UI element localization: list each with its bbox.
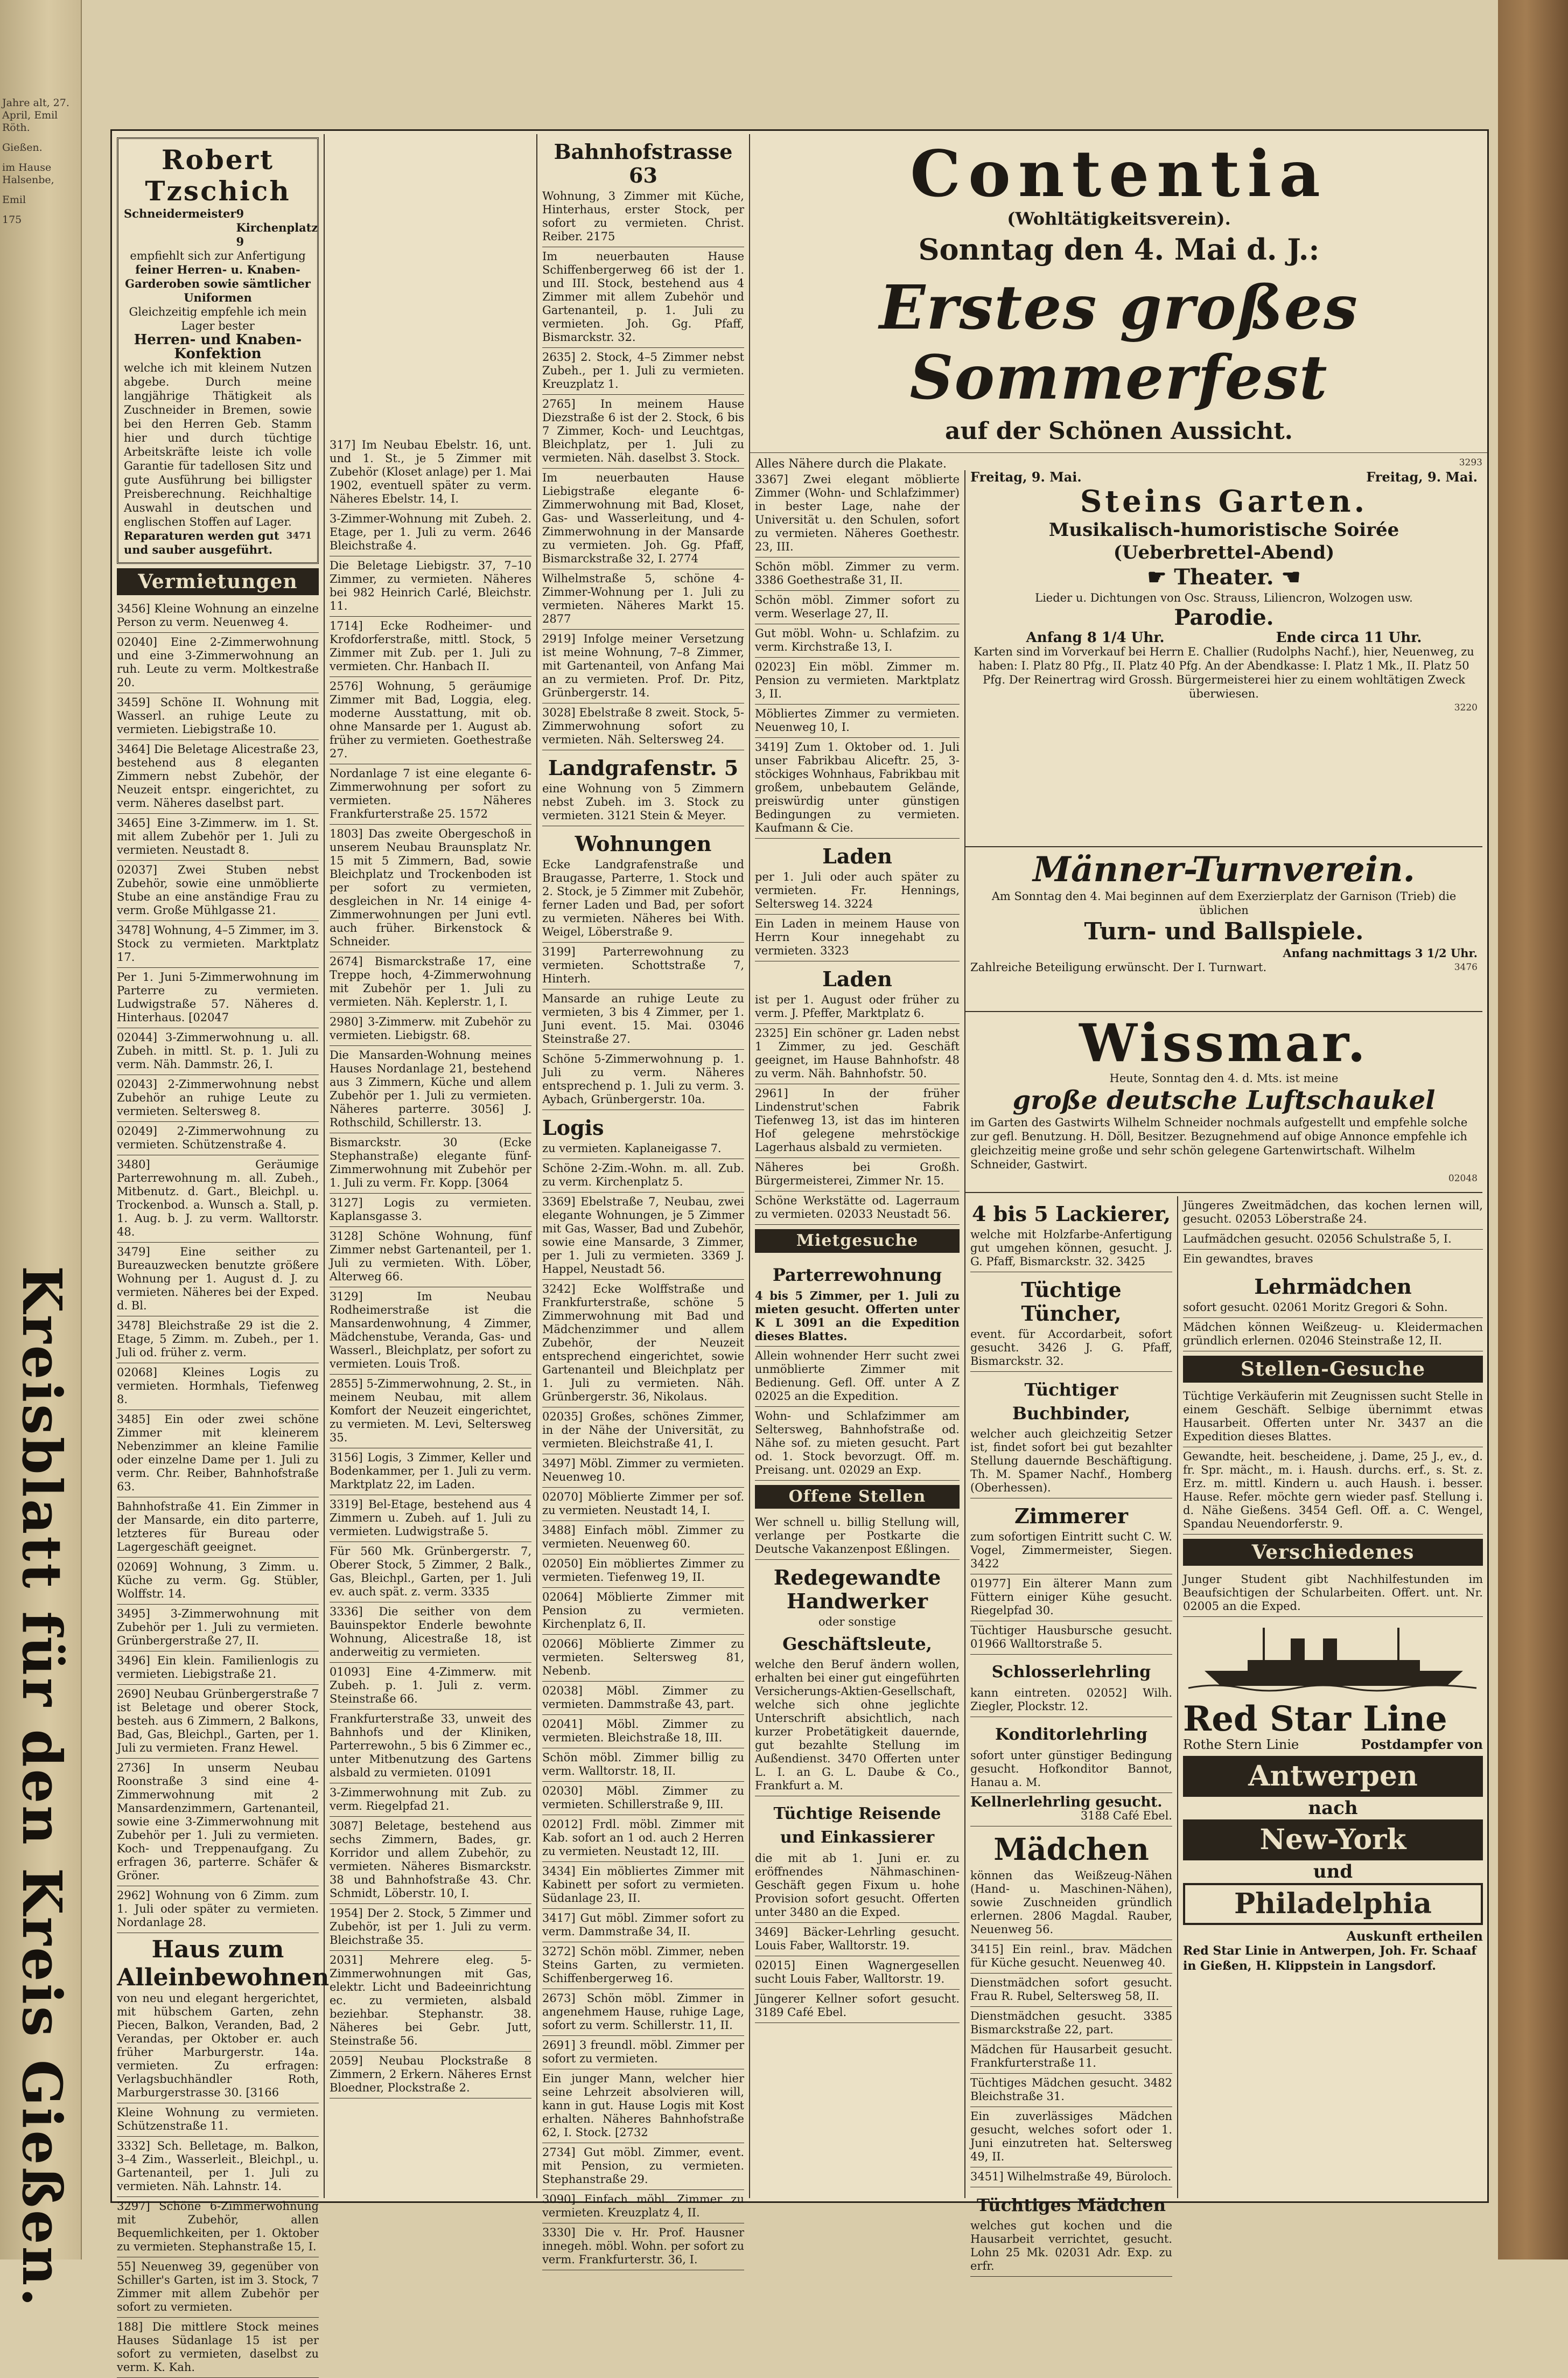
classified-ad: 1714] Ecke Rodheimer- und Krofdorferstraße, mittl. Stock, 5 Zimmer mit Zub. per 1. Juli zu vermieten. Chr. Hanbach II. xyxy=(330,617,531,677)
auskunft-line: Auskunft ertheilen xyxy=(1346,1928,1483,1944)
ad-body: sofort unter günstiger Bedingung gesucht. Hofkonditor Bannot, Hanau a. M. xyxy=(970,1749,1172,1789)
classified-ad: 3-Zimmerwohnung mit Zub. zu verm. Riegelpfad 21. xyxy=(330,1783,531,1817)
steins-garten-ad xyxy=(965,470,1482,847)
contentia-subtitle: (Wohltätigkeitsverein). xyxy=(1007,208,1231,229)
turnverein-start: Anfang nachmittags 3 1/2 Uhr. xyxy=(1283,946,1478,960)
parterrewohnung-ad xyxy=(755,1257,960,1347)
classified-ad: Jüngeres Zweitmädchen, das kochen lernen will, gesucht. 02053 Löberstraße 24. xyxy=(1183,1196,1483,1230)
classified-ad: 3497] Möbl. Zimmer zu vermieten. Neuenweg 10. xyxy=(542,1454,744,1488)
classified-ad: 02043] 2-Zimmerwohnung nebst Zubehör an ruhige Leute zu vermieten. Seltersweg 8. xyxy=(117,1075,319,1122)
ad-headline: Kellnerlehrling gesucht. xyxy=(970,1794,1163,1810)
classified-ad: Im neuerbauten Hause Schiffenbergerweg 66 ist der 1. und III. Stock, bestehend aus 4 Zimmer mit allem Zubehör und Gartenanteil, p. 1. Juli zu vermieten. Joh. Gg. Pfaff, Bismarckstr. 32. xyxy=(542,247,744,348)
contentia-date: Sonntag den 4. Mai d. J.: xyxy=(918,232,1320,267)
ad-role: Schneidermeister xyxy=(124,207,236,220)
classified-ad: 3488] Einfach möbl. Zimmer zu vermieten. Neuenweg 60. xyxy=(542,1521,744,1554)
classified-ad: 3495] 3-Zimmerwohnung mit Zubehör per 1. Juli zu vermieten. Grünbergerstraße 27, II. xyxy=(117,1605,319,1651)
classified-ad: Wer schnell u. billig Stellung will, verlange per Postkarte die Deutsche Vakanzenpost Eßlingen. xyxy=(755,1513,960,1560)
ad-body: kann eintreten. 02052] Wilh. Ziegler, Plockstr. 12. xyxy=(970,1686,1172,1713)
classified-ad: 2961] In der früher Lindenstrut'schen Fabrik Tiefenweg 13, ist das im hinteren Hof gelegene mehrstöckige Lagerhaus alsbald zu vermieten. xyxy=(755,1084,960,1158)
classified-ad: 01093] Eine 4-Zimmerw. mit Zubeh. p. 1. Juli z. verm. Steinstraße 66. xyxy=(330,1663,531,1710)
classified-ad: 2736] In unserm Neubau Roonstraße 3 sind eine 4-Zimmerwohnung mit 2 Mansardenzimmern, Gartenanteil, sowie eine 3-Zimmerwohnung mit Zubehör per 1. Juli zu vermieten. Koch- und Treppenaufgang. Zu erfragen 36, parterre. Schäfer & Gröner. xyxy=(117,1759,319,1886)
classified-ad: 02030] Möbl. Zimmer zu vermieten. Schillerstraße 9, III. xyxy=(542,1782,744,1815)
classified-ad: 3456] Kleine Wohnung an einzelne Person zu verm. Neuenweg 4. xyxy=(117,599,319,633)
left-snippet: Gießen. xyxy=(2,142,43,154)
classified-ad: 02037] Zwei Stuben nebst Zubehör, sowie eine unmöblierte Stube an eine anständige Frau zu verm. Große Mühlgasse 21. xyxy=(117,861,319,921)
classified-ad: 2635] 2. Stock, 4–5 Zimmer nebst Zubeh., per 1. Juli zu vermieten. Kreuzplatz 1. xyxy=(542,348,744,395)
classified-ad: 3469] Bäcker-Lehrling gesucht. Louis Faber, Walltorstr. 19. xyxy=(755,1923,960,1956)
ad-headline: 4 bis 5 Lackierer, xyxy=(971,1202,1171,1226)
start-time: Anfang 8 1/4 Uhr. xyxy=(1026,630,1165,646)
classified-ad: 02012] Frdl. möbl. Zimmer mit Kab. sofort an 1 od. auch 2 Herren zu vermieten. Neustadt 12, III. xyxy=(542,1815,744,1862)
left-snippet: Emil xyxy=(2,194,26,206)
ad-headline: Zimmerer xyxy=(1014,1504,1128,1528)
classified-ad: 3336] Die seither von dem Bauinspektor Enderle bewohnte Wohnung, Alicestraße 18, ist anderweitig zu vermieten. xyxy=(330,1602,531,1663)
ad-line: Gleichzeitig empfehle ich mein Lager bester xyxy=(129,305,307,332)
section-banner-stellen-gesuche: Stellen-Gesuche xyxy=(1183,1356,1483,1383)
classified-ad: Mädchen für Hausarbeit gesucht. Frankfurterstraße 11. xyxy=(970,2040,1172,2074)
right-book-edge xyxy=(1498,0,1568,2260)
ad-headline: Laden xyxy=(822,967,892,991)
classified-ad: 1954] Der 2. Stock, 5 Zimmer und Zubehör, ist per 1. Juli zu verm. Bleichstraße 35. xyxy=(330,1904,531,1951)
bahnhofstrasse-ad xyxy=(542,134,744,247)
agents-line: Red Star Linie in Antwerpen, Joh. Fr. Schaaf in Gießen, H. Klippstein in Langsdorf. xyxy=(1183,1944,1476,1973)
classified-ad: 01977] Ein älterer Mann zum Füttern einiger Kühe gesucht. Riegelpfad 30. xyxy=(970,1574,1172,1621)
ad-body: 3188 Café Ebel. xyxy=(1080,1809,1172,1822)
classified-ad: 3129] Im Neubau Rodheimerstraße ist die Mansardenwohnung, 4 Zimmer, Mädchenstube, Veranda, Gas- und Wasserl., Bleichplatz, per sofort zu vermieten. Louis Troß. xyxy=(330,1287,531,1375)
classified-ad: 3128] Schöne Wohnung, fünf Zimmer nebst Gartenanteil, per 1. Juli zu vermieten. With. Löber, Alterweg 66. xyxy=(330,1227,531,1287)
classified-ad: 02015] Einen Wagnergesellen sucht Louis Faber, Walltorstr. 19. xyxy=(755,1956,960,1990)
classified-ad: 02068] Kleines Logis zu vermieten. Hormhals, Tiefenweg 8. xyxy=(117,1363,319,1410)
contentia-number: 3293 xyxy=(1459,457,1482,468)
schlosser-ad xyxy=(970,1655,1172,1717)
ad-line: feiner Herren- u. Knaben-Garderoben sowie sämtlicher Uniformen xyxy=(125,263,311,304)
ad-line: Herren- und Knaben-Konfektion xyxy=(134,332,302,362)
ad-headline: Mädchen xyxy=(993,1832,1149,1867)
ad-headline: Laden xyxy=(822,844,892,868)
classified-ad: 02041] Möbl. Zimmer zu vermieten. Bleichstraße 18, III. xyxy=(542,1715,744,1748)
ad-headline: Parterrewohnung xyxy=(772,1265,942,1285)
newspaper-page xyxy=(110,129,1489,2374)
wissmar-intro: Heute, Sonntag den 4. d. Mts. ist meine xyxy=(1109,1072,1339,1085)
left-page-edge xyxy=(2,97,72,1013)
turnverein-title: Männer-Turnverein. xyxy=(1033,849,1415,890)
ad-body: Ecke Landgrafenstraße und Braugasse, Parterre, 1. Stock und 2. Stock, je 5 Zimmer mit Zubehör, ferner Laden und Bad, per sofort zu vermieten. Näheres bei With. Weigel, Löberstraße 9. xyxy=(542,858,744,938)
laden-ad xyxy=(755,839,960,915)
ad-footer: Reparaturen werden gut und sauber ausgeführt. xyxy=(124,529,279,556)
event-date: Freitag, 9. Mai. xyxy=(970,469,1082,485)
landgrafenstr-ad xyxy=(542,750,744,826)
classified-ad: 3297] Schöne 6-Zimmerwohnung mit Zubehör, allen Bequemlichkeiten, per 1. Oktober zu vermieten. Stephanstraße 15, I. xyxy=(117,2197,319,2257)
classified-ad: 02064] Möblierte Zimmer mit Pension zu vermieten. Kirchenplatz 6, II. xyxy=(542,1588,744,1635)
wissmar-title: Wissmar. xyxy=(1079,1013,1369,1073)
redegewandte-ad xyxy=(755,1560,960,1796)
classified-ad: 2674] Bismarckstraße 17, eine Treppe hoch, 4-Zimmerwohnung mit Zubehör per 1. Juli zu vermieten. Näh. Keplerstr. 1, I. xyxy=(330,952,531,1013)
ad-headline: Robert Tzschich xyxy=(145,144,291,207)
reisende-ad xyxy=(755,1796,960,1923)
classified-ad: 317] Im Neubau Ebelstr. 16, unt. und 1. St., je 5 Zimmer mit Zubehör (Kloset anlage) per 1. Mai 1902, eventuell später zu verm. Näheres Ebelstr. 14, I. xyxy=(330,436,531,510)
section-banner-offene-stellen: Offene Stellen xyxy=(755,1485,960,1509)
ad-headline: Landgrafenstr. 5 xyxy=(548,756,739,780)
classified-ad: 3199] Parterrewohnung zu vermieten. Schottstraße 7, Hinterh. xyxy=(542,943,744,989)
section-banner-mietgesuche: Mietgesuche xyxy=(755,1229,960,1253)
classified-ad: 3485] Ein oder zwei schöne Zimmer mit kleinerem Nebenzimmer an kleine Familie oder einzelne Dame per 1. Juli zu verm. Chr. Reiber, Bahnhofstraße 63. xyxy=(117,1410,319,1497)
classified-ad: Frankfurterstraße 33, unweit des Bahnhofs und der Kliniken, Parterrewohn., 5 bis 6 Zimmer ec., unter Mitbenutzung des Gartens alsbald zu vermieten. 01091 xyxy=(330,1710,531,1783)
classified-ad: 3415] Ein reinl., brav. Mädchen für Küche gesucht. Neuenweg 40. xyxy=(970,1940,1172,1973)
classified-ad: Schöne 2-Zim.-Wohn. m. all. Zub. zu verm. Kirchenplatz 5. xyxy=(542,1159,744,1193)
maedchen-ad xyxy=(970,1826,1172,1940)
steins-title: Steins Garten. xyxy=(1080,484,1368,519)
ticket-info: Karten sind im Vorverkauf bei Herrn E. Challier (Rudolphs Nachf.), hier, Neuenweg, zu haben: I. Platz 80 Pfg., II. Platz 40 Pfg. An der Abendkasse: I. Platz 1 Mk., II. Platz 50 Pfg. Der Reinertrag wird Grossh. Bürgermeisterei hier zu einem wohltätigen Zweck überwiesen. xyxy=(974,645,1474,700)
classified-ad: 3434] Ein möbliertes Zimmer mit Kabinett per sofort zu vermieten. Südanlage 23, II. xyxy=(542,1862,744,1909)
classified-ad: Gut möbl. Wohn- u. Schlafzim. zu verm. Kirchstraße 13, I. xyxy=(755,624,960,658)
ad-body: zu vermieten. Kaplaneigasse 7. xyxy=(542,1142,722,1155)
ad-headline: Lehrmädchen xyxy=(1254,1274,1412,1299)
left-snippet: Jahre alt, 27. April, Emil Röth. xyxy=(2,97,69,134)
classified-ad: 3478] Wohnung, 4–5 Zimmer, im 3. Stock zu vermieten. Marktplatz 17. xyxy=(117,921,319,968)
classified-ad: Mädchen können Weißzeug- u. Kleidermachen gründlich erlernen. 02046 Steinstraße 12, II. xyxy=(1183,1318,1483,1351)
classified-ad: Allein wohnender Herr sucht zwei unmöblierte Zimmer mit Bedienung. Gefl. Off. unter A Z 02025 an die Expedition. xyxy=(755,1347,960,1407)
classified-ad: 55] Neuenweg 39, gegenüber von Schiller's Garten, ist im 3. Stock, 7 Zimmer mit allem Zubehör per sofort zu vermieten. xyxy=(117,2257,319,2318)
classified-ad: 3479] Eine seither zu Bureauzwecken benutzte größere Wohnung per 1. August d. J. zu vermieten. Näheres bei der Exped. d. Bl. xyxy=(117,1243,319,1316)
classified-ad: 3028] Ebelstraße 8 zweit. Stock, 5-Zimmerwohnung sofort zu vermieten. Näh. Seltersweg 24. xyxy=(542,703,744,750)
classified-ad: 3369] Ebelstraße 7, Neubau, zwei elegante Wohnungen, je 5 Zimmer mit Gas, Wasser, Bad und Zubehör, sowie eine Mansarde, 3 Zimmer, per 1. Juli zu vermieten. 3369 J. Happel, Neustadt 56. xyxy=(542,1193,744,1280)
contentia-note: Alles Nähere durch die Plakate. xyxy=(755,457,947,471)
ad-headline: Tüchtiger Buchbinder, xyxy=(1012,1379,1131,1424)
ad-body: eine Wohnung von 5 Zimmern nebst Zubeh. im 3. Stock zu vermieten. 3121 Stein & Meyer. xyxy=(542,782,744,822)
haus-ad xyxy=(117,1933,330,2103)
classified-ad: Ein zuverlässiges Mädchen gesucht, welches sofort oder 1. Juni einzutreten hat. Seltersweg 49, II. xyxy=(970,2107,1172,2167)
contentia-ad xyxy=(750,134,1488,471)
red-star-line-ad xyxy=(1183,1617,1483,1973)
classified-ad: 3242] Ecke Wolffstraße und Frankfurterstraße, schöne 5 Zimmerwohnung mit Bad und Mädchenzimmer und allem Zubehör, der Neuzeit entsprechend eingerichtet, sowie Gartenanteil und Bleichplatz per 1. Juli zu vermieten. Näh. Grünbergerstr. 36, Nikolaus. xyxy=(542,1280,744,1407)
nach-line: nach xyxy=(1308,1797,1358,1819)
column-1 xyxy=(112,134,330,2374)
classified-ad: Näheres bei Großh. Bürgermeisterei, Zimmer Nr. 15. xyxy=(755,1158,960,1191)
theater-line: Theater. xyxy=(1174,564,1274,590)
tuencher-ad xyxy=(970,1272,1172,1372)
laden-ad xyxy=(755,961,960,1024)
classified-ad: Jüngerer Kellner sofort gesucht. 3189 Café Ebel. xyxy=(755,1990,960,2023)
section-banner-verschiedenes: Verschiedenes xyxy=(1183,1539,1483,1566)
classified-ad: Schöne 5-Zimmerwohnung p. 1. Juli zu verm. Näheres entsprechend p. 1. Juli zu verm. 3. Aybach, Grünbergerstr. 10a. xyxy=(542,1050,744,1110)
classified-ad: 188] Die mittlere Stock meines Hauses Südanlage 15 ist per sofort zu vermieten, daselbst zu verm. K. Kah. xyxy=(117,2318,319,2378)
ad-line: empfiehlt sich zur Anfertigung xyxy=(130,249,306,262)
classified-ad: Schön möbl. Zimmer sofort zu verm. Weserlage 27, II. xyxy=(755,591,960,624)
zimmerer-ad xyxy=(970,1498,1172,1574)
lieder-line: Lieder u. Dichtungen von Osc. Strauss, Liliencron, Wolzogen usw. xyxy=(1035,591,1413,604)
ad-headline: Logis xyxy=(542,1115,604,1140)
ad-body: welche ich mit kleinem Nutzen abgebe. Durch meine langjährige Thätigkeit als Zuschneider in Bremen, sowie bei den Herren Geb. Stamm hier und durch tüchtige Arbeitskräfte leiste ich volle Garantie für tadellosen Sitz und gute Ausführung bei billigster Preisberechnung. Reichhaltige Auswahl in deutschen und englischen Stoffen auf Lager. xyxy=(124,361,312,528)
column-3 xyxy=(537,134,750,2266)
classified-ad: Dienstmädchen gesucht. 3385 Bismarckstraße 22, part. xyxy=(970,2007,1172,2040)
ad-headline: Tüchtiges Mädchen xyxy=(976,2195,1166,2215)
classified-ad: 3090] Einfach möbl. Zimmer zu vermieten. Kreuzplatz 4, II. xyxy=(542,2190,744,2223)
classified-ad: Schöne Werkstätte od. Lagerraum zu vermieten. 02033 Neustadt 56. xyxy=(755,1191,960,1225)
red-star-line-title: Red Star Line xyxy=(1183,1699,1447,1739)
classified-ad: Per 1. Juni 5-Zimmerwohnung im Parterre zu vermieten. Ludwigstraße 57. Näheres d. Hinterhaus. [02047 xyxy=(117,968,319,1028)
turnverein-body: Am Sonntag den 4. Mai beginnen auf dem Exerzierplatz der Garnison (Trieb) die üblichen xyxy=(991,890,1457,917)
classified-ad: 3-Zimmer-Wohnung mit Zubeh. 2. Etage, per 1. Juli zu verm. 2646 Bleichstraße 4. xyxy=(330,510,531,556)
classified-ad: 3465] Eine 3-Zimmerw. im 1. St. mit allem Zubehör per 1. Juli zu vermieten. Neustadt 8. xyxy=(117,814,319,861)
classified-ad: 3319] Bel-Etage, bestehend aus 4 Zimmern u. Zubeh. auf 1. Juli zu vermieten. Ludwigstraße 5. xyxy=(330,1495,531,1542)
column-4 xyxy=(750,470,965,2198)
ueberbrettel-line: (Ueberbrettel-Abend) xyxy=(1113,542,1335,563)
classified-ad: 02070] Möblierte Zimmer per sof. zu vermieten. Neustadt 14, I. xyxy=(542,1488,744,1521)
classified-ad: Wilhelmstraße 5, schöne 4-Zimmer-Wohnung per 1. Juli zu vermieten. Näheres Markt 15. 2877 xyxy=(542,569,744,630)
ad-number: 02048 xyxy=(1448,1173,1478,1184)
left-binding xyxy=(0,0,82,2309)
turnverein-ad xyxy=(965,850,1482,1012)
turnverein-signature: Zahlreiche Beteiligung erwünscht. Der I. Turnwart. xyxy=(970,961,1267,974)
city-philadelphia: Philadelphia xyxy=(1183,1883,1483,1925)
left-snippet: 175 xyxy=(2,214,22,226)
classified-ad: Die Mansarden-Wohnung meines Hauses Nordanlage 21, bestehend aus 3 Zimmern, Küche und allem Zubehör per 1. Juli zu vermieten. Näheres parterre. 3056] J. Rothschild, Schillerstr. 13. xyxy=(330,1046,531,1133)
ad-body: per 1. Juli oder auch später zu vermieten. Fr. Hennings, Seltersweg 14. 3224 xyxy=(755,870,960,910)
ad-body: ist per 1. August oder früher zu verm. J. Pfeffer, Marktplatz 6. xyxy=(755,993,960,1020)
ad-number: 3471 xyxy=(286,531,312,541)
classified-ad: 3478] Bleichstraße 29 ist die 2. Etage, 5 Zimm. m. Zubeh., per 1. Juli od. früher z. verm. xyxy=(117,1316,319,1363)
classified-ad: 3480] Geräumige Parterrewohnung m. all. Zubeh., Mitbenutz. d. Gart., Bleichpl. u. Trockenbod. a. Wunsch a. Stall, p. 1. Aug. b. J. zu verm. Walltorstr. 48. xyxy=(117,1155,319,1243)
classified-ad: Ein Laden in meinem Hause von Herrn Kour innegehabt zu vermieten. 3323 xyxy=(755,915,960,961)
classified-ad: Mansarde an ruhige Leute zu vermieten, 3 bis 4 Zimmer, per 1. Juni event. 15. Mai. 03046 Steinstraße 27. xyxy=(542,989,744,1050)
classified-ad: 2325] Ein schöner gr. Laden nebst 1 Zimmer, zu jed. Geschäft geeignet, im Hause Bahnhofstr. 48 zu verm. Näh. Bahnhofstr. 50. xyxy=(755,1024,960,1084)
soiree-line: Musikalisch-humoristische Soirée xyxy=(1048,519,1399,541)
classified-ad: 1803] Das zweite Obergeschoß in unserem Neubau Braunsplatz Nr. 15 mit 5 Zimmern, Bad, sowie Bleichplatz und Trockenboden ist per sofort zu vermieten, desgleichen in Nr. 14 einige 4-Zimmerwohnungen per Juni evtl. auch früher. Birkenstock & Schneider. xyxy=(330,825,531,952)
city-new-york: New-York xyxy=(1183,1819,1483,1860)
classified-ad: 02040] Eine 2-Zimmerwohnung und eine 3-Zimmerwohnung an ruh. Leute zu verm. Moltkestraße 20. xyxy=(117,633,319,693)
classified-ad: 3330] Die v. Hr. Prof. Hausner innegeh. möbl. Wohn. per sofort zu verm. Frankfurterstr. 36, I. xyxy=(542,2223,744,2270)
classified-ad: 2855] 5-Zimmerwohnung, 2. St., in meinem Neubau, mit allem Komfort der Neuzeit eingerichtet, zu vermieten. M. Levi, Seltersweg 35. xyxy=(330,1375,531,1448)
logis-ad xyxy=(542,1110,744,1159)
column-2 xyxy=(325,134,537,2198)
classified-ad: 2962] Wohnung von 6 Zimm. zum 1. Juli oder später zu vermieten. Nordanlage 28. xyxy=(117,1886,319,1933)
ad-body: sofort gesucht. 02061 Moritz Gregori & Sohn. xyxy=(1183,1301,1448,1314)
classified-list xyxy=(117,599,319,1933)
classified-ad: 2690] Neubau Grünbergerstraße 7 ist Beletage und oberer Stock, besteh. aus 6 Zimmern, 2 Balkons, Bad, Gas, Bleichpl., Garten, per 1. Juli zu vermieten. Franz Hewel. xyxy=(117,1685,319,1759)
classified-ad: 3156] Logis, 3 Zimmer, Keller und Bodenkammer, per 1. Juli zu verm. Marktplatz 22, im Laden. xyxy=(330,1448,531,1495)
lehrmaedchen-ad xyxy=(1183,1269,1483,1318)
contentia-title: Contentia xyxy=(910,136,1328,211)
ad-body: welche den Beruf ändern wollen, erhalten bei einer gut eingeführten Versicherungs-Aktien-Gesellschaft, welche sich ohne jeglichte Unterschrift absichtlich, nach kurzer Probetätigkeit dauernde, gut bezahlte Stellung im Außendienst. 3470 Offerten unter L. I. an G. L. Daube & Co., Frankfurt a. M. xyxy=(755,1658,960,1792)
classified-ad: 02035] Großes, schönes Zimmer, in der Nähe der Universität, zu vermieten. Bleichstraße 41, I. xyxy=(542,1407,744,1454)
red-star-subtitle: Rothe Stern Linie xyxy=(1183,1737,1299,1752)
ad-body: können das Weißzeug-Nähen (Hand- u. Maschinen-Nähen), sowie Zuschneiden gründlich erlernen. 2806 Magdal. Rauber, Neuenweg 56. xyxy=(970,1869,1172,1936)
contentia-fest: Erstes großes Sommerfest xyxy=(879,273,1359,413)
classified-ad: Junger Student gibt Nachhilfestunden im Beaufsichtigen der Schularbeiten. Offert. unt. Nr. 02005 an die Exped. xyxy=(1183,1570,1483,1617)
classified-ad: Für 560 Mk. Grünbergerstr. 7, Oberer Stock, 5 Zimmer, 2 Balk., Gas, Bleichpl., Garten, per 1. Juli ev. auch spät. z. verm. 3335 xyxy=(330,1542,531,1602)
classified-ad: 2919] Infolge meiner Versetzung ist meine Wohnung, 7–8 Zimmer, mit Gartenanteil, von Anfang Mai an zu vermieten. Prof. Dr. Pitz, Grünbergerstr. 14. xyxy=(542,630,744,703)
ad-body: die mit ab 1. Juni er. zu eröffnendes Nähmaschinen-Geschäft gegen Fixum u. hohe Provision sofort gesucht. Offerten unter 3480 an die Exped. xyxy=(755,1852,960,1919)
classified-ad: 02050] Ein möbliertes Zimmer zu vermieten. Tiefenweg 19, II. xyxy=(542,1554,744,1588)
classified-ad: Die Beletage Liebigstr. 37, 7–10 Zimmer, zu vermieten. Näheres bei 982 Heinrich Carlé, Bleichstr. 11. xyxy=(330,556,531,617)
parodie-line: Parodie. xyxy=(1174,605,1274,630)
classified-ad: 3451] Wilhelmstraße 49, Büroloch. xyxy=(970,2167,1172,2187)
classified-ad: Tüchtige Verkäuferin mit Zeugnissen sucht Stelle in einem Geschäft. Selbige übernimmt etwas Hausarbeit. Offerten unter Nr. 3437 an die Expedition dieses Blattes. xyxy=(1183,1387,1483,1447)
pointing-hand-icon: ☚ xyxy=(1281,564,1301,590)
robert-tzschich-ad xyxy=(117,137,319,564)
city-antwerpen: Antwerpen xyxy=(1183,1756,1483,1797)
classified-ad: 3272] Schön möbl. Zimmer, neben Steins Garten, zu vermieten. Schiffenbergerweg 16. xyxy=(542,1942,744,1989)
classified-ad: Im neuerbauten Hause Liebigstraße elegante 6-Zimmerwohnung mit Bad, Kloset, Gas- und Wasserleitung, und 4-Zimmerwohnung in der Mansarde zu vermieten. Joh. Gg. Pfaff, Bismarckstraße 32, I. 2774 xyxy=(542,469,744,569)
ad-body: welcher auch gleichzeitig Setzer ist, findet sofort bei gut bezahlter Stellung dauernde Beschäftigung. Th. M. Spamer Nachf., Homberg (Oberhessen). xyxy=(970,1427,1172,1494)
ad-headline: Geschäftsleute, xyxy=(782,1634,932,1654)
ad-number: 3220 xyxy=(1454,702,1478,713)
ad-headline: Tüchtige Reisende und Einkassierer xyxy=(773,1804,941,1847)
classified-ad: 3459] Schöne II. Wohnung mit Wasserl. an ruhige Leute zu vermieten. Liebigstraße 10. xyxy=(117,693,319,740)
classified-ad: 3332] Sch. Belletage, m. Balkon, 3–4 Zim., Wasserleit., Bleichpl., u. Gartenanteil, per 1. Juli zu vermieten. Näh. Lahnstr. 14. xyxy=(117,2137,319,2197)
classified-ad: Kleine Wohnung zu vermieten. Schützenstraße 11. xyxy=(117,2103,319,2137)
column-6 xyxy=(1178,1196,1488,2198)
classified-ad: Ein gewandtes, braves xyxy=(1183,1252,1313,1265)
end-time: Ende circa 11 Uhr. xyxy=(1276,630,1422,646)
classified-ad: 2031] Mehrere eleg. 5-Zimmerwohnungen mit Gas, elektr. Licht und Badeeinrichtung ec. zu vermieten, alsbald beziehbar. Stephanstr. 38. Näheres bei Gebr. Jutt, Steinstraße 56. xyxy=(330,1951,531,2052)
spine-title: Kreisblatt für den Kreis Gießen. xyxy=(10,1266,74,2309)
classified-ad: 3127] Logis zu vermieten. Kaplansgasse 3. xyxy=(330,1194,531,1227)
classified-ad: 2059] Neubau Plockstraße 8 Zimmern, 2 Erkern. Näheres Ernst Bloedner, Plockstraße 2. xyxy=(330,2052,531,2098)
ad-body: zum sofortigen Eintritt sucht C. W. Vogel, Zimmermeister, Siegen. 3422 xyxy=(970,1530,1172,1570)
classified-ad: 2691] 3 freundl. möbl. Zimmer per sofort zu vermieten. xyxy=(542,2036,744,2069)
ad-body: 4 bis 5 Zimmer, per 1. Juli zu mieten gesucht. Offerten unter K L 3091 an die Expedition dieses Blattes. xyxy=(755,1289,960,1343)
column-5 xyxy=(965,1196,1178,2272)
classified-ad: 3464] Die Beletage Alicestraße 23, bestehend aus 8 eleganten Zimmern nebst Zubehör, der Neuzeit entspr. eingerichtet, zu verm. Näheres daselbst part. xyxy=(117,740,319,814)
wissmar-head: große deutsche Luftschaukel xyxy=(1012,1085,1436,1115)
konditor-ad xyxy=(970,1717,1172,1793)
classified-ad: 2576] Wohnung, 5 geräumige Zimmer mit Bad, Loggia, eleg. moderne Ausstattung, mit ob. ohne Mansarde per 1. August ab. früher zu vermieten. Goethestraße 27. xyxy=(330,677,531,764)
ad-body: welche mit Holzfarbe-Anfertigung gut umgehen können, gesucht. J. G. Pfaff, Bismarckstr. 32. 3425 xyxy=(970,1228,1172,1268)
classified-ad: 2980] 3-Zimmerw. mit Zubehör zu vermieten. Liebigstr. 68. xyxy=(330,1013,531,1046)
classified-ad: Möbliertes Zimmer zu vermieten. Neuenweg 10, I. xyxy=(755,705,960,738)
postdampfer-line: Postdampfer von xyxy=(1361,1737,1483,1752)
und-line: und xyxy=(1313,1861,1353,1882)
classified-ad: 2765] In meinem Hause Diezstraße 6 ist der 2. Stock, 6 bis 7 Zimmer, Koch- und Leuchtgas, Bleichplatz, per 1. Juli zu vermieten. Näh. daselbst 3. Stock. xyxy=(542,395,744,469)
ad-headline: Konditorlehrling xyxy=(995,1725,1147,1744)
classified-ad: 3419] Zum 1. Oktober od. 1. Juli unser Fabrikbau Aliceftr. 25, 3-stöckiges Wohnhaus, Fabrikbau mit großem, unbebautem Gelände, preiswürdig unter günstigen Bedingungen zu vermieten. Kaufmann & Cie. xyxy=(755,738,960,839)
classified-ad: Tüchtiges Mädchen gesucht. 3482 Bleichstraße 31. xyxy=(970,2074,1172,2107)
buchbinder-ad xyxy=(970,1372,1172,1498)
classified-ad: Dienstmädchen sofort gesucht. Frau R. Rubel, Seltersweg 58, II. xyxy=(970,1973,1172,2007)
ad-headline: Wohnungen xyxy=(575,832,712,856)
classified-ad: 02066] Möblierte Zimmer zu vermieten. Seltersweg 81, Nebenb. xyxy=(542,1635,744,1682)
ad-body: Wohnung, 3 Zimmer mit Küche, Hinterhaus, erster Stock, per sofort zu vermieten. Christ. Reiber. 2175 xyxy=(542,190,744,243)
kellner-ad xyxy=(970,1793,1172,1826)
ad-headline: Redegewandte Handwerker xyxy=(773,1565,941,1613)
classified-ad: Nordanlage 7 ist eine elegante 6-Zimmerwohnung per sofort zu vermieten. Näheres Frankfurterstraße 25. 1572 xyxy=(330,764,531,825)
event-date: Freitag, 9. Mai. xyxy=(1366,469,1478,485)
ad-address: 9 Kirchenplatz 9 xyxy=(236,207,318,248)
ad-body: event. für Accordarbeit, sofort gesucht. 3426 J. G. Pfaff, Bismarckstr. 32. xyxy=(970,1328,1172,1368)
section-banner-vermietungen: Vermietungen xyxy=(117,568,319,595)
ad-body: von neu und elegant hergerichtet, mit hübschem Garten, zehn Piecen, Balkon, Veranden, Bad, 2 Verandas, per Oktober er. auch früher Marburgerstr. 14a. vermieten. Zu erfragen: Verlagsbuchhändler Roth, Marburgerstrasse 30. [3166 xyxy=(117,1992,319,2099)
classified-ad: 02044] 3-Zimmerwohnung u. all. Zubeh. in mittl. St. p. 1. Juli zu verm. Näh. Dammstr. 26, I. xyxy=(117,1028,319,1075)
classified-ad: 3367] Zwei elegant möblierte Zimmer (Wohn- und Schlafzimmer) in bester Lage, nahe der Universität u. den Schulen, sofort zu vermieten. Näheres Goethestr. 23, III. xyxy=(755,470,960,557)
classified-ad: 02023] Ein möbl. Zimmer m. Pension zu vermieten. Marktplatz 3, II. xyxy=(755,658,960,705)
classified-ad: Tüchtiger Hausbursche gesucht. 01966 Walltorstraße 5. xyxy=(970,1621,1172,1655)
ad-number: 3476 xyxy=(1454,962,1478,973)
classified-ad: Wohn- und Schlafzimmer am Seltersweg, Bahnhofstraße od. Nähe sof. zu mieten gesucht. Part od. 1. Stock bevorzugt. Off. m. Preisang. unt. 02029 an Exp. xyxy=(755,1407,960,1481)
classified-ad: Ein junger Mann, welcher hier seine Lehrzeit absolvieren will, kann in gut. Hause Logis mit Kost erhalten. Näheres Bahnhofstraße 62, I. Stock. [2732 xyxy=(542,2069,744,2143)
classified-ad: Schön möbl. Zimmer zu verm. 3386 Goethestraße 31, II. xyxy=(755,557,960,591)
classified-ad: 02049] 2-Zimmerwohnung zu vermieten. Schützenstraße 4. xyxy=(117,1122,319,1155)
left-snippet: im Hause Halsenbe, xyxy=(2,162,54,186)
classified-ad: 3496] Ein klein. Familienlogis zu vermieten. Liebigstraße 21. xyxy=(117,1651,319,1685)
wissmar-ad xyxy=(965,1015,1482,1193)
classified-ad: 02069] Wohnung, 3 Zimm. u. Küche zu verm. Gg. Stübler, Wolffstr. 14. xyxy=(117,1558,319,1605)
classified-ad: 3087] Beletage, bestehend aus sechs Zimmern, Bades, gr. Korridor und allem Zubehör, zu vermieten. Näheres Bismarckstr. 38 und Bahnhofstraße 43. Chr. Schmidt, Löberstr. 10, I. xyxy=(330,1817,531,1904)
wissmar-body: im Garten des Gastwirts Wilhelm Schneider nochmals aufgestellt und empfehle solche zur gefl. Benutzung. H. Döll, Besitzer. Bezugnehmend auf obige Annonce empfehle ich gleichzeitig meine große und sehr schön gelegene Gartenwirtschaft. Wilhelm Schneider, Gastwirt. xyxy=(970,1116,1468,1171)
classified-ad: 2673] Schön möbl. Zimmer in angenehmem Hause, ruhige Lage, sofort zu verm. Schillerstr. 11, II. xyxy=(542,1989,744,2036)
classified-ad: 3417] Gut möbl. Zimmer sofort zu verm. Dammstraße 34, II. xyxy=(542,1909,744,1942)
ad-headline: Bahnhofstrasse 63 xyxy=(554,140,733,187)
classified-ad: Bahnhofstraße 41. Ein Zimmer in der Mansarde, ein dito parterre, letzteres für Bureau oder Lagergeschäft geeignet. xyxy=(117,1497,319,1558)
ad-headline: Haus zum Alleinbewohnen xyxy=(117,1936,330,1991)
contentia-place: auf der Schönen Aussicht. xyxy=(944,417,1293,445)
turnverein-head: Turn- und Ballspiele. xyxy=(1084,918,1364,945)
ad-headline: Schlosserlehrling xyxy=(991,1663,1151,1682)
classified-ad: Bismarckstr. 30 (Ecke Stephanstraße) elegante fünf-Zimmerwohnung mit Zubehör per 1. Juli zu verm. Fr. Kopp. [3064 xyxy=(330,1133,531,1194)
wohnungen-ad xyxy=(542,826,744,943)
ad-body: welches gut kochen und die Hausarbeit verrichtet, gesucht. Lohn 25 Mk. 02031 Adr. Exp. zu erfr. xyxy=(970,2219,1172,2272)
classified-ad: 02038] Möbl. Zimmer zu vermieten. Dammstraße 43, part. xyxy=(542,1682,744,1715)
classified-ad: Schön möbl. Zimmer billig zu verm. Walltorstr. 18, II. xyxy=(542,1748,744,1782)
ad-line: oder sonstige xyxy=(818,1615,896,1628)
classified-ad: Laufmädchen gesucht. 02056 Schulstraße 5, I. xyxy=(1183,1230,1483,1250)
lackierer-ad xyxy=(970,1196,1172,1272)
classified-ad: Gewandte, heit. bescheidene, j. Dame, 25 J., ev., d. fr. Spr. mächt., m. i. Haush. durchs. erf., s. St. z. Erz. m. mittl. Kindern u. auch Haush. i. besser. Hause. Refer. möchte gern wieder pasf. Stellung i. d. Nähe Gießens. 3454 Gefl. Off. a. C. Wengel, Spandau Neuendorferstr. 9. xyxy=(1183,1447,1483,1535)
pointing-hand-icon: ☛ xyxy=(1147,564,1167,590)
classified-ad: 2734] Gut möbl. Zimmer, event. mit Pension, zu vermieten. Stephanstraße 29. xyxy=(542,2143,744,2190)
steamship-illustration xyxy=(1183,1622,1482,1692)
tuechtiges-maedchen-ad xyxy=(970,2187,1172,2277)
ad-headline: Tüchtige Tüncher, xyxy=(1021,1278,1122,1326)
